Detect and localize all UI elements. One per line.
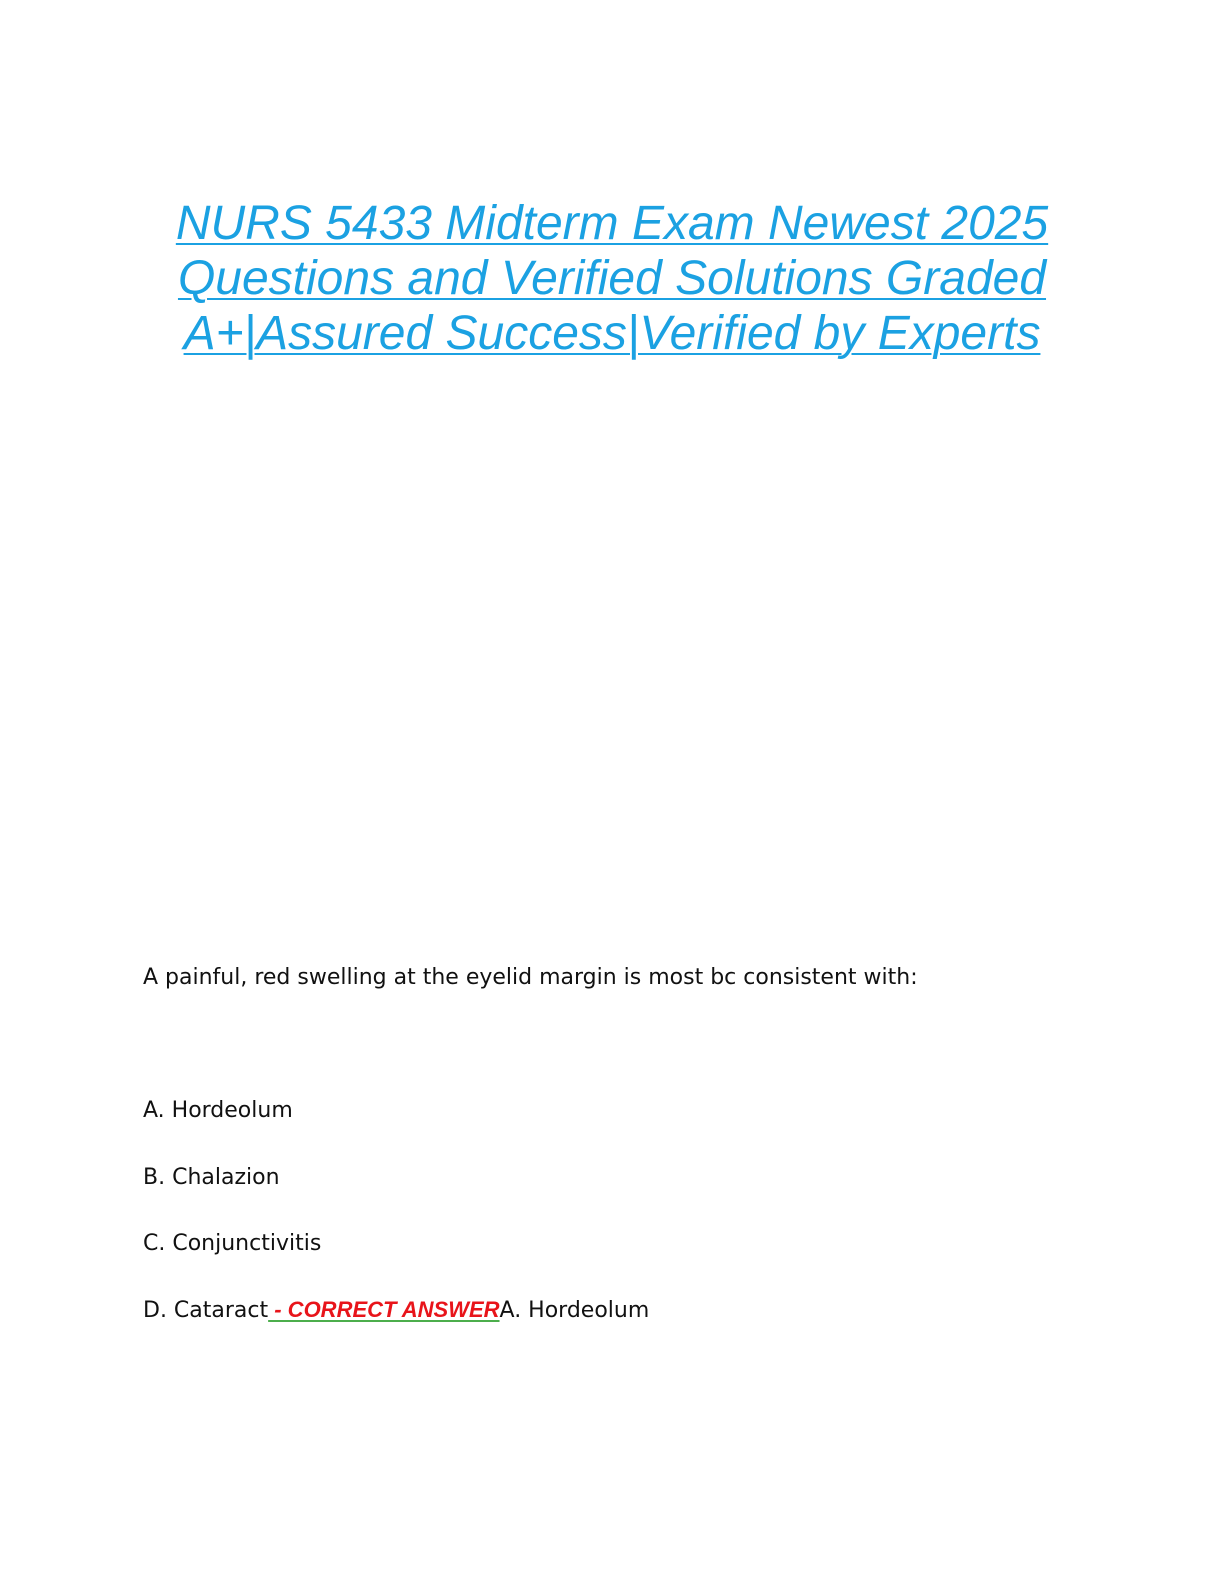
option-c: C. Conjunctivitis xyxy=(143,1231,322,1256)
title-line-2: Questions and Verified Solutions Graded xyxy=(177,252,1047,305)
question-text: A painful, red swelling at the eyelid margin is most bc consistent with: xyxy=(143,965,918,990)
document-title xyxy=(130,196,1094,361)
correct-answer-label: - CORRECT ANSWER xyxy=(268,1297,500,1322)
title-line-3: A+|Assured Success|Verified by Experts xyxy=(183,307,1041,360)
option-d: D. Cataract xyxy=(143,1298,269,1323)
title-line-1: NURS 5433 Midterm Exam Newest 2025 xyxy=(175,197,1049,250)
option-b: B. Chalazion xyxy=(143,1165,280,1190)
option-a: A. Hordeolum xyxy=(143,1098,293,1123)
option-d-line xyxy=(143,1296,649,1325)
correct-answer-value: A. Hordeolum xyxy=(499,1298,650,1323)
